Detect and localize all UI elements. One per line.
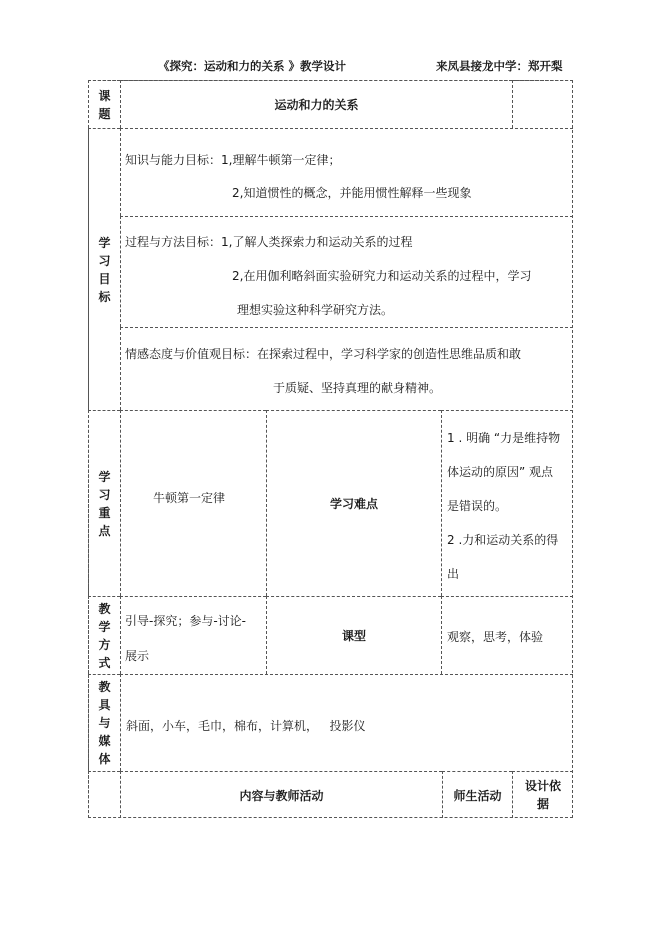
objectives-process-cell: [120, 216, 573, 327]
objectives-knowledge-cell: [120, 128, 573, 216]
knowledge-line-1: 知识与能力目标：1,理解牛顿第一定律；: [125, 153, 341, 167]
emotion-line-1: 情感态度与价值观目标：在探索过程中，学习科学家的创造性思维品质和敢: [125, 347, 522, 361]
method-value-cell: [120, 596, 266, 674]
difficulty-line-1: 1 . 明确 “力是维持物: [447, 431, 561, 445]
document-title: 《探究：运动和力的关系 》教学设计: [158, 59, 347, 73]
class-type-value: 观察，思考，体验: [447, 630, 544, 644]
student-activity-header: 师生活动: [442, 771, 512, 818]
label-objectives: 学 习 目 标: [88, 128, 120, 410]
keypoint-value-cell: [120, 410, 266, 596]
method-line-2: 展示: [125, 649, 150, 663]
label-method: 教 学 方 式: [88, 596, 120, 674]
method-line-1: 引导-探究；参与-讨论-: [125, 614, 246, 628]
label-keypoints: 学 习 重 点: [88, 410, 120, 596]
document-author: 来凤县接龙中学：郑开梨: [436, 59, 563, 73]
difficulty-line-2: 体运动的原因” 观点: [447, 465, 554, 479]
class-type-label: 课型: [266, 596, 441, 674]
design-basis-header: 设计依 据: [512, 771, 573, 818]
difficulty-line-4: 2 .力和运动关系的得: [447, 533, 559, 547]
document-header: [0, 56, 661, 76]
emotion-line-2: 于质疑、坚持真理的献身精神。: [273, 381, 442, 395]
knowledge-line-2: 2,知道惯性的概念，并能用惯性解释一些现象: [232, 186, 472, 200]
difficulty-line-5: 出: [447, 567, 460, 581]
objectives-emotion-cell: [120, 327, 573, 410]
difficulty-line-3: 是错误的。: [447, 499, 508, 513]
difficulty-value-cell: [441, 410, 573, 596]
process-line-1: 过程与方法目标：1,了解人类探索力和运动关系的过程: [125, 235, 413, 249]
content-header: 内容与教师活动: [120, 771, 442, 818]
tools-value: 斜面，小车，毛巾，棉布，计算机， 投影仪: [126, 719, 366, 733]
process-line-2: 2,在用伽利略斜面实验研究力和运动关系的过程中，学习: [232, 269, 532, 283]
class-type-value-cell: [441, 596, 573, 674]
label-topic: 课 题: [88, 80, 120, 128]
difficulty-label: 学习难点: [266, 410, 441, 596]
keypoint-value: 牛顿第一定律: [153, 491, 226, 505]
process-line-3: 理想实验这种科学研究方法。: [237, 303, 394, 317]
header-blank-cell: [88, 771, 120, 818]
lesson-plan-table: [88, 80, 573, 818]
tools-value-cell: [120, 674, 573, 771]
topic-value: 运动和力的关系: [120, 80, 512, 128]
topic-extra-cell: [512, 80, 573, 128]
label-tools: 教 具 与 媒 体: [88, 674, 120, 771]
